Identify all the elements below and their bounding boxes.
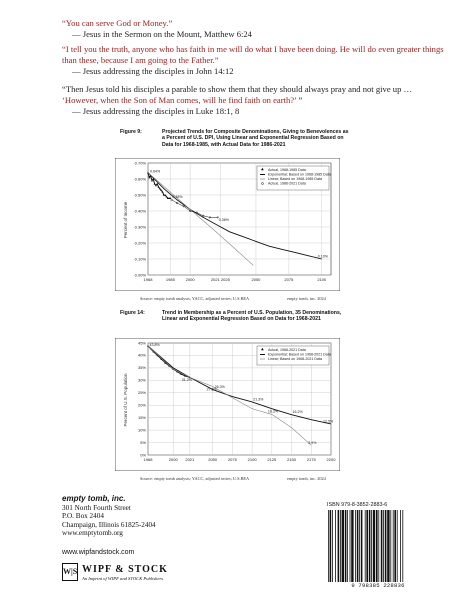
barcode-bar [383,510,384,582]
barcode-bar [351,510,353,582]
barcode-bar [359,510,360,582]
logo-mark: W|S [62,563,78,581]
barcode-bar [355,510,356,582]
y-tick-label: 10% [137,427,146,433]
wipf-website: www.wipfandstock.com [62,549,135,556]
publisher-address-line: Champaign, Illinois 61825-2404 [62,520,156,529]
figure9-label: Figure 9: [120,129,142,135]
barcode-bar [335,510,336,582]
y-tick-label: 30% [137,377,146,383]
x-tick-label: 2125 [267,457,277,462]
y-tick-label: 0% [140,452,146,458]
x-tick-label: 2150 [287,457,297,462]
y-tick-label: 0.50% [134,192,146,198]
figure9-y-axis-label: Percent of Income [123,201,128,239]
x-tick-label: 2050 [208,457,218,462]
figure9-credit: empty tomb, inc. 2024 [287,296,326,301]
publisher-block [62,495,156,538]
x-tick-label: 1968 [143,457,153,462]
quote-attribution: — Jesus addressing the disciples in John 14:12 [72,66,234,76]
barcode-bar [366,510,368,582]
x-tick-label: 2000 [168,457,178,462]
y-tick-label: 0.10% [134,256,146,262]
y-tick-label: 15% [137,414,146,420]
quote-text-plain: “Then Jesus told his disciples a parable to show them that they should always pray and not give up … [62,84,413,94]
figure14-caption [120,310,355,338]
figure9-legend [257,166,331,190]
quote-text-red: ‘However, when the Son of Man comes, will he find faith on earth?’ [62,95,297,105]
publisher-name: empty tomb, inc. [62,494,126,503]
barcode-bar [365,510,366,582]
wipf-stock-logo [62,563,212,585]
quote-1 [62,18,447,40]
data-label: 0.48% [172,195,183,200]
x-tick-label: 2075 [227,457,237,462]
quote-attribution: — Jesus in the Sermon on the Mount, Matthew 6:24 [72,29,252,39]
figure14-credit: empty tomb, inc. 2024 [287,476,326,481]
barcode-bar [328,510,329,582]
legend-item: Linear; Based on 1968-2021 Data [268,357,322,361]
barcode-bar [330,510,332,582]
legend-item: Actual, 1968-1985 Data [268,168,306,172]
figure14-label: Figure 14: [120,310,145,316]
barcode-bar [393,510,394,582]
x-tick-label: 2075 [284,277,294,282]
logo-name: WIPF & STOCK [82,564,168,575]
legend-item: Exponential; Based on 1968-2021 Data [268,352,331,357]
x-tick-label: 1985 [165,277,175,282]
data-label: 0.64% [150,169,161,174]
x-tick-label: 2100 [247,457,257,462]
x-tick-label: 2100 [317,277,327,282]
y-tick-label: 0.30% [134,224,146,230]
data-label: 26.3% [214,385,225,390]
y-tick-label: 20% [137,402,146,408]
y-tick-label: 5% [140,439,146,445]
y-tick-label: 25% [137,390,146,396]
quote-2 [62,44,447,77]
quote-text [62,84,447,106]
data-label: 16.3% [267,409,279,414]
barcode-bar [381,510,383,582]
barcode-bar [378,510,379,582]
data-label: 0.10% [317,254,328,259]
legend-item: Actual, 1986-2021 Data [268,181,306,186]
barcode-bar [342,510,344,582]
barcode-bar [402,510,403,582]
x-tick-label: 2050 [251,277,261,282]
barcode-bar [387,510,389,582]
data-label: 12.5% [323,419,334,424]
publisher-website: www.emptytomb.org [62,529,123,538]
data-label: 27.5% [206,387,217,392]
publisher-address-line: P.O. Box 2404 [62,512,104,521]
barcode-bar [350,510,351,582]
x-tick-label: 2021 2025 [210,277,230,282]
barcode-bar [371,510,372,582]
barcode-bar [357,510,359,582]
quote-text: “You can serve God or Money.” [62,18,173,28]
figure14-legend [257,346,331,365]
data-label: 31.2% [181,377,193,382]
y-tick-label: 0.20% [134,240,146,246]
barcode-bar [369,510,371,582]
figure14-chart [115,338,340,471]
data-label: 0.36% [218,217,229,222]
y-tick-label: 40% [137,352,146,358]
legend-item: Linear; Based on 1968-1985 Data [268,177,322,181]
barcode-bar [338,510,340,582]
y-tick-label: 35% [137,365,146,371]
barcode-bar [332,510,333,582]
barcode-bar [345,510,347,582]
x-tick-label: 2200 [326,457,336,462]
barcode-bar [373,510,375,582]
legend-item: Exponential; Based on 1968-1985 Data [268,172,331,177]
publisher-address-line: 301 North Fourth Street [62,503,131,512]
barcode-bar [390,510,391,582]
figure14-title: Trend in Membership as a Percent of U.S. Population, 35 Denominations, Linear and Exponential Regression Based on Data for 1968-2021 [162,310,342,323]
figure9-source: Source: empty tomb analysis; YACC, adjusted series; U.S.BEA [140,296,250,301]
barcode-bar [394,510,396,582]
barcode-bar [361,510,363,582]
y-tick-label: 45% [137,340,146,346]
barcode-bar [397,510,398,582]
isbn-barcode [327,510,429,582]
y-tick-label: 0.70% [134,160,146,166]
quote-3 [62,84,447,117]
barcode-bar [385,510,387,582]
y-tick-label: 0.60% [134,176,146,182]
barcode-bar [376,510,378,582]
isbn-label: ISBN 979-8-3852-2883-6 [327,502,388,508]
y-tick-label: 0.00% [134,272,146,278]
logo-tagline: An Imprint of WIPF and STOCK Publishers [82,576,164,581]
figure14-y-axis-label: Percent of U.S. Population [123,373,128,427]
barcode-bar [400,510,401,582]
x-tick-label: 2021 [185,457,195,462]
x-tick-label: 2000 [185,277,195,282]
quote-attribution: — Jesus addressing the disciples in Luke 18:1, 8 [72,106,240,116]
data-label: 21.3% [253,397,264,402]
quote-text-end: ” [296,95,303,105]
y-tick-label: 0.40% [134,208,146,214]
figure9-caption [120,129,355,157]
data-label: 3.9% [308,440,317,445]
legend-item: Actual, 1968-2021 Data [268,348,306,352]
barcode-bar [340,510,341,582]
figure9-title: Projected Trends for Composite Denominations, Giving to Benevolences as a Percent of U.S. DPI, Using Linear and Exponential Regression Based on Data for 1968-1985, with Actual Data for 1986-2021 [162,129,349,148]
barcode-digits: 9 798385 228836 [351,582,405,589]
x-tick-label: 2175 [306,457,316,462]
figure9-chart [115,158,340,291]
figure14-source: Source: empty tomb analysis; YACC, adjusted series; U.S.BEA [140,476,250,481]
barcode-bar [347,510,348,582]
quote-text: “I tell you the truth, anyone who has faith in me will do what I have been doing. He will do even greater things than these, because I am going to the Father.” [62,44,444,65]
data-label: 16.2% [292,410,303,415]
x-tick-label: 1968 [143,277,153,282]
data-label: 43.8% [149,342,160,347]
